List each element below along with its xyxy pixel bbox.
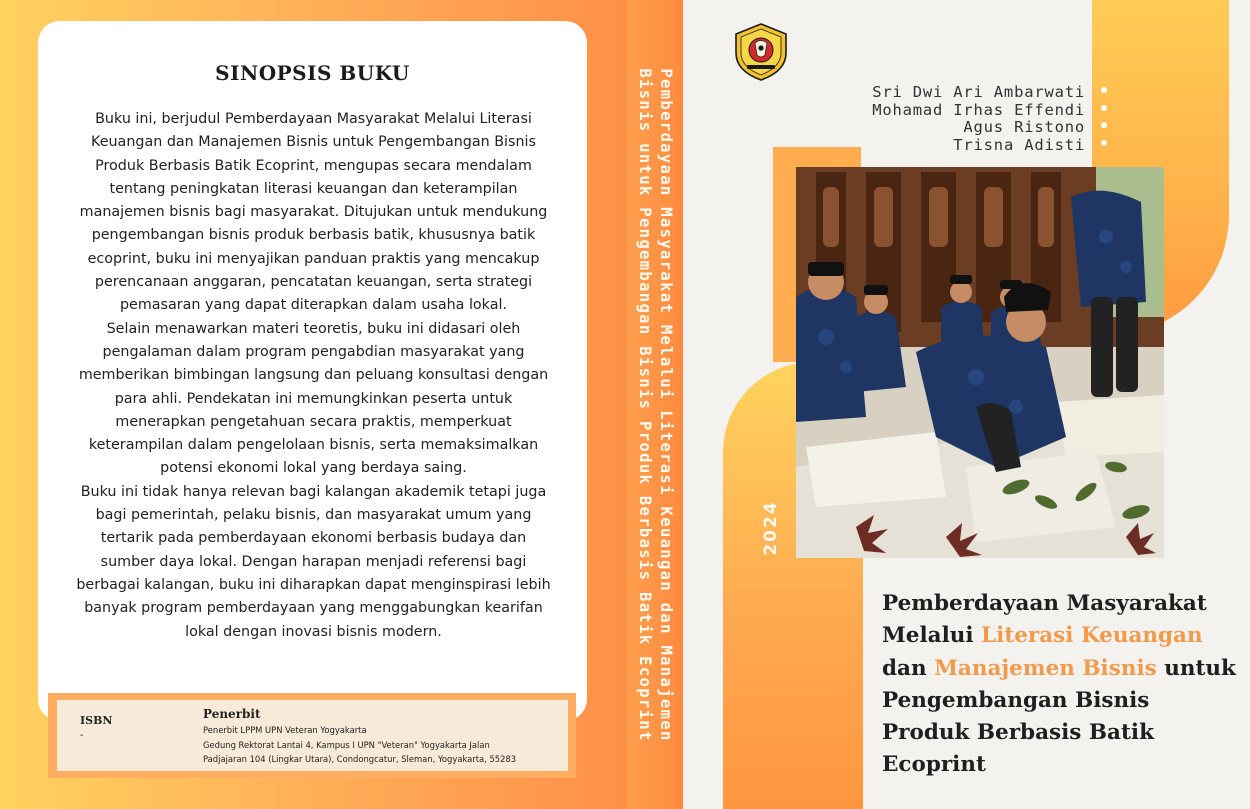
- synopsis-title: SINOPSIS BUKU: [215, 61, 410, 85]
- author-bullets: [1101, 87, 1107, 157]
- bullet-dot: [1101, 122, 1107, 128]
- bullet-dot: [1101, 87, 1107, 93]
- author-name: Mohamad Irhas Effendi: [872, 100, 1085, 119]
- publication-year: 2024: [761, 500, 781, 556]
- isbn-value: -: [80, 730, 84, 741]
- title-text: dan: [882, 655, 935, 681]
- synopsis-paragraph-1: Buku ini, berjudul Pemberdayaan Masyarakat Melalui Literasi Keuangan dan Manajemen Bisnis untuk Pengembangan Bisnis Produk Berbasis Batik Ecoprint, mengupas secara mendalam tentang peningkatan literasi keuangan dan keterampilan manajemen bisnis bagi masyarakat. Ditujukan untuk mendukung pengembangan bisnis produk berbasis batik, khususnya batik ecoprint, buku ini menyajikan panduan praktis yang mencakup perencanaan anggaran, pencatatan keuangan, serta strategi pemasaran yang dapat diterapkan dalam usaha lokal.: [79, 111, 548, 314]
- ecoprint-workshop-photo: [796, 167, 1164, 558]
- synopsis-body: [72, 108, 555, 644]
- spine-title-line-2: Bisnis untuk Pengembangan Bisnis Produk Berbasis Batik Ecoprint: [636, 67, 654, 742]
- author-name: Agus Ristono: [963, 118, 1085, 136]
- publisher-line-3: Padjajaran 104 (Lingkar Utara), Condongcatur, Sleman, Yogyakarta, 55283: [203, 754, 517, 764]
- title-highlight: Literasi Keuangan: [981, 623, 1203, 649]
- publisher-line-1: Penerbit LPPM UPN Veteran Yogyakarta: [203, 725, 367, 735]
- title-highlight: Manajemen Bisnis: [934, 655, 1157, 681]
- isbn-label: ISBN: [80, 714, 113, 727]
- bullet-dot: [1101, 105, 1107, 111]
- publisher-line-2: Gedung Rektorat Lantai 4, Kampus I UPN "Veteran" Yogyakarta Jalan: [203, 740, 490, 750]
- synopsis-paragraph-2: Selain menawarkan materi teoretis, buku ini didasari oleh pengalaman dalam program pengabdian masyarakat yang memberikan bimbingan langsung dan peluang konsultasi dengan para ahli. Pendekatan ini memungkinkan peserta untuk menerapkan pengetahuan secara praktis, memperkuat keterampilan dalam pengelolaan bisnis, serta memaksimalkan potensi ekonomi lokal yang berdaya saing.: [78, 320, 549, 477]
- publisher-heading: Penerbit: [203, 707, 261, 721]
- author-name: Trisna Adisti: [953, 135, 1085, 154]
- book-spine: [627, 0, 683, 809]
- synopsis-card: [38, 21, 587, 721]
- title-text: Pemberdayaan Masyarakat Melalui: [882, 591, 1207, 649]
- spine-title-line-1: Pemberdayaan Masyarakat Melalui Literasi Keuangan dan Manajemen: [657, 67, 675, 742]
- university-seal-icon: [730, 21, 792, 83]
- author-name: Sri Dwi Ari Ambarwati: [872, 83, 1085, 101]
- synopsis-paragraph-3: Buku ini tidak hanya relevan bagi kalangan akademik tetapi juga bagi pemerintah, pelaku bisnis, dan masyarakat umum yang tertarik pada pemberdayaan ekonomi berbasis budaya dan sumber daya lokal. Dengan harapan menjadi referensi bagi berbagai kalangan, buku ini diharapkan dapat menginspirasi lebih banyak program pemberdayaan yang menggabungkan kearifan lokal dengan inovasi bisnis modern.: [76, 483, 551, 640]
- book-title: [882, 588, 1242, 782]
- title-text: untuk Pengembangan Bisnis Produk Berbasis Batik Ecoprint: [882, 655, 1236, 778]
- author-list: [872, 84, 1085, 154]
- spine-title: [634, 10, 676, 800]
- front-cover: [683, 0, 1250, 809]
- bullet-dot: [1101, 140, 1107, 146]
